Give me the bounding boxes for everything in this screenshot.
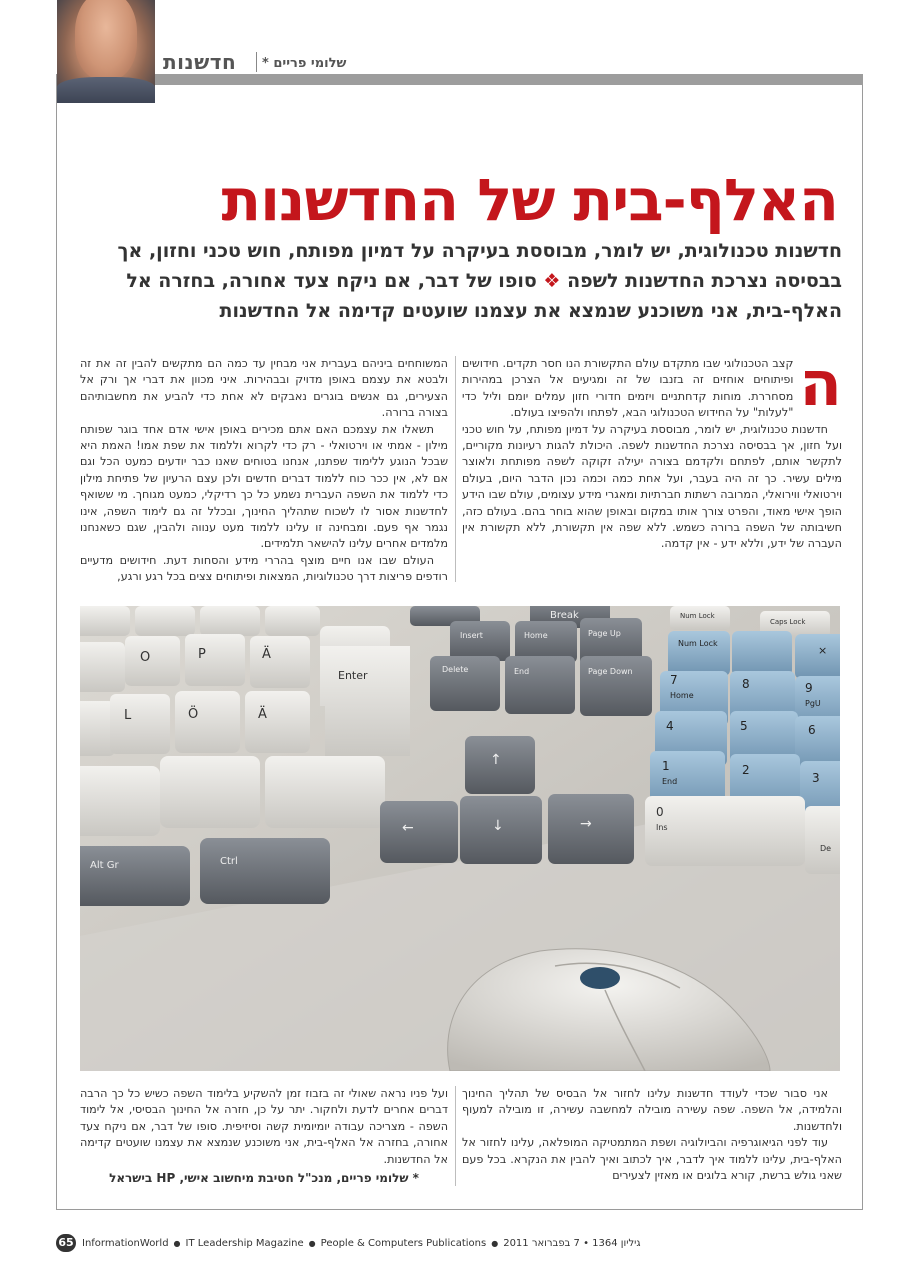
footer-publication: InformationWorld [82, 1237, 169, 1249]
column-divider [455, 1086, 456, 1186]
column-divider [455, 356, 456, 582]
section-label: חדשנות [163, 50, 237, 74]
key-pgup-numpad: PgU [805, 699, 821, 708]
article-lead [80, 236, 842, 326]
key-numlock: Num Lock [680, 612, 715, 620]
arrow-right-icon: → [580, 816, 592, 832]
key-pageup: Page Up [588, 629, 621, 638]
author-photo [57, 0, 155, 103]
footer-issue: גיליון 1364 • 7 בפברואר 2011 [503, 1237, 641, 1249]
key-o-umlaut: Ö [188, 707, 199, 722]
key-1: 1 [662, 759, 670, 773]
bullet-icon: ● [491, 1238, 499, 1248]
key-insert: Insert [460, 631, 483, 640]
key-5: 5 [740, 719, 748, 733]
bullet-icon: ● [308, 1238, 316, 1248]
key-o: O [140, 650, 151, 665]
diamond-icon: ❖ [543, 270, 561, 292]
key-pagedown: Page Down [588, 667, 633, 676]
bullet-icon: ● [173, 1238, 181, 1248]
key-capslock: Caps Lock [770, 618, 806, 626]
lead-text-1: חדשנות טכנולוגית, יש לומר, מבוססת בעיקרה על דמיון מפותח, חוש טכני וחזון, אך בבסיסה נצרכת החדשנות לשפה [117, 240, 842, 292]
paragraph: קצב הטכנולוגי שבו מתקדם עולם התקשורת הנו חסר תקדים. חידושים ופיתוחים אוחזים זה בזנבו של זה ומגיעים אל הצרכן במהירות מסחררת. מוחות קדחתניים ויזמים חדורי חזון עמלים יומם וליל כדי "לעלות" על החידוש הטכנולוגי הבא, לפתחו ולהפיצו בעולם. [462, 357, 794, 420]
key-p: P [198, 647, 206, 662]
key-7: 7 [670, 673, 678, 687]
column-right-top [462, 347, 842, 553]
key-numlock-2: Num Lock [678, 639, 718, 648]
key-6: 6 [808, 723, 816, 737]
key-ctrl: Ctrl [220, 856, 238, 867]
key-altgr: Alt Gr [90, 860, 119, 871]
author-footnote: * שלומי פריים, מנכ"ל חטיבת מיחשוב אישי, HP בישראל [109, 1171, 419, 1186]
key-ins: Ins [656, 823, 668, 832]
column-left-top [80, 356, 448, 586]
key-break: Break [550, 610, 579, 621]
drop-cap: ה [799, 347, 842, 420]
key-multiply: × [818, 644, 828, 657]
key-home-numpad: Home [670, 691, 694, 700]
key-a-umlaut: Ä [262, 647, 271, 662]
lead-text-2: סופו של דבר, אם ניקח צעד אחורה, בחזרה אל האלף-בית, אני משוכנע שנמצא את עצמנו שועטים קדימה אל החדשנות [126, 270, 842, 322]
paragraph: העולם שבו אנו חיים מוצף בהררי מידע והסחות דעת. חידושים מדעיים רודפים פריצות דרך טכנולוגיות, המצאות ופיתוחים צצים בכל רגע ורגע, [80, 553, 448, 584]
key-delete: Delete [442, 665, 469, 674]
key-end-numpad: End [662, 777, 678, 786]
key-4: 4 [666, 719, 674, 733]
page-number: 65 [56, 1234, 76, 1252]
author-byline: שלומי פריים * [262, 56, 347, 71]
arrow-left-icon: ← [402, 820, 414, 836]
key-8: 8 [742, 677, 750, 691]
arrow-down-icon: ↓ [492, 818, 504, 834]
section-divider [256, 52, 257, 72]
footer-publication: People & Computers Publications [320, 1237, 487, 1249]
key-a-umlaut-2: Ä [258, 707, 267, 722]
column-right-bottom [462, 1086, 842, 1184]
paragraph: אני סבור שכדי לעודד חדשנות עלינו לחזור אל הבסיס של תהליך החינוך והלמידה, אל השפה. שפה עשירה מובילה למחשבה עשירה, זו מובילה למעוף ולחדשנות. [462, 1087, 842, 1133]
key-2: 2 [742, 763, 750, 777]
key-end: End [514, 667, 530, 676]
header-bar [155, 74, 863, 85]
key-l: L [124, 708, 132, 723]
paragraph: המשוחחים ביניהם בעברית אני מבחין עד כמה הם מתקשים להבין זה את זה ולבטא את עצמם באופן מדויק ובבהירות. איני מכוון את דברי אך ורק אל הצעירים, גם אנשים בוגרים נאבקים לא אחת כדי להביע את מחשבותיהם בצורה ברורה. [80, 357, 448, 420]
key-9: 9 [805, 681, 813, 695]
key-enter: Enter [338, 669, 368, 682]
paragraph: עוד לפני הגיאוגרפיה והביולוגיה ושפת המתמטיקה המופלאה, עלינו לחזור אל האלף-בית, עלינו ללמוד איך לדבר, איך לכתוב ואיך להבין את הנקרא. בכל פעם שאני גולש ברשת, קורא בלוגים או מאזין לצעירים [462, 1136, 842, 1183]
key-0: 0 [656, 805, 664, 819]
arrow-up-icon: ↑ [490, 752, 502, 768]
numpad-keys [645, 606, 840, 874]
keyboard-photo [80, 606, 840, 1071]
paragraph: תשאלו את עצמכם האם אתם מכירים באופן אישי אדם אחד בוגר שפותח מילון - אמתי או וירטואלי - רק כדי לקרוא וללמוד את שפת אמו! האמת היא שבכל הנוגע ללימוד שפתנו, אנחנו בטוחים שאנו כבר יודעים כמעט הכל וגם אם לא, אין ככר כוח ללמוד דברים חדשים ולכן עצם הרעיון של פתיחת מילון כדי ללמוד את השפה העברית נשמע כל כך רדיקלי, כמעט מגוחך. מי ששואף לחדשנות אסור לו לשכוח שתהליך החינוך, ובכלל זה גם לימוד השפה, אינו נגמר אף פעם. ומבחינה זו עלינו ללמוד מעט ענווה ולהבין, שגם כשאנחנו מלמדים אחרים עלינו להישאר תלמידים. [80, 422, 448, 551]
paragraph: ועל פניו נראה שאולי זה בזבוז זמן להשקיע בלימוד השפה כשיש כל כך הרבה דברים אחרים לדעת ולחקור. יתר על כן, חזרה אל החינוך הבסיסי, אל לימוד השפה - מצריכה עבודה יומיומית קשה וסיזיפית. סופו של דבר, אם ניקח צעד אחורה, בחזרה אל האלף-בית, אני משוכנע שנמצא את עצמנו שועטים קדימה אל החדשנות. [80, 1087, 448, 1166]
key-del-numpad: De [820, 844, 832, 853]
article-headline: האלף-בית של החדשנות [221, 166, 838, 234]
page-footer [56, 1232, 641, 1254]
column-left-bottom [80, 1086, 448, 1186]
footer-publication: IT Leadership Magazine [185, 1237, 304, 1249]
key-3: 3 [812, 771, 820, 785]
paragraph: חדשנות טכנולוגית, יש לומר, מבוססת בעיקרה על דמיון מפותח, על חוש טכני ועל חזון, אך בבסיסה נצרכת החדשנות לשפה. היכולת להגות רעיונות מקוריים, לתקשר אותם, לפתחם ולקדמם בצורה יעילה זקוקה לשפה מפותחת ולאוצר מילים עשיר. כך זה היה בעבר, ועל אחת כמה וכמה נכון הדבר היום, בעולם וירטואלי ווירואלי, המרובה רשתות חברתיות ומאגרי מידע עצומים, עולם שבו הידע הופך אישי מאוד, והפרט צורך אותו במקום ובאופן שהוא בוחר בהם. בעולם כזה, חשיבותה של השפה ברורה כשמש. ללא שפה אין תקשורת, ללא תקשורת אין העברה של ידע, וללא ידע - אין קדמה. [462, 422, 842, 551]
key-home: Home [524, 631, 548, 640]
